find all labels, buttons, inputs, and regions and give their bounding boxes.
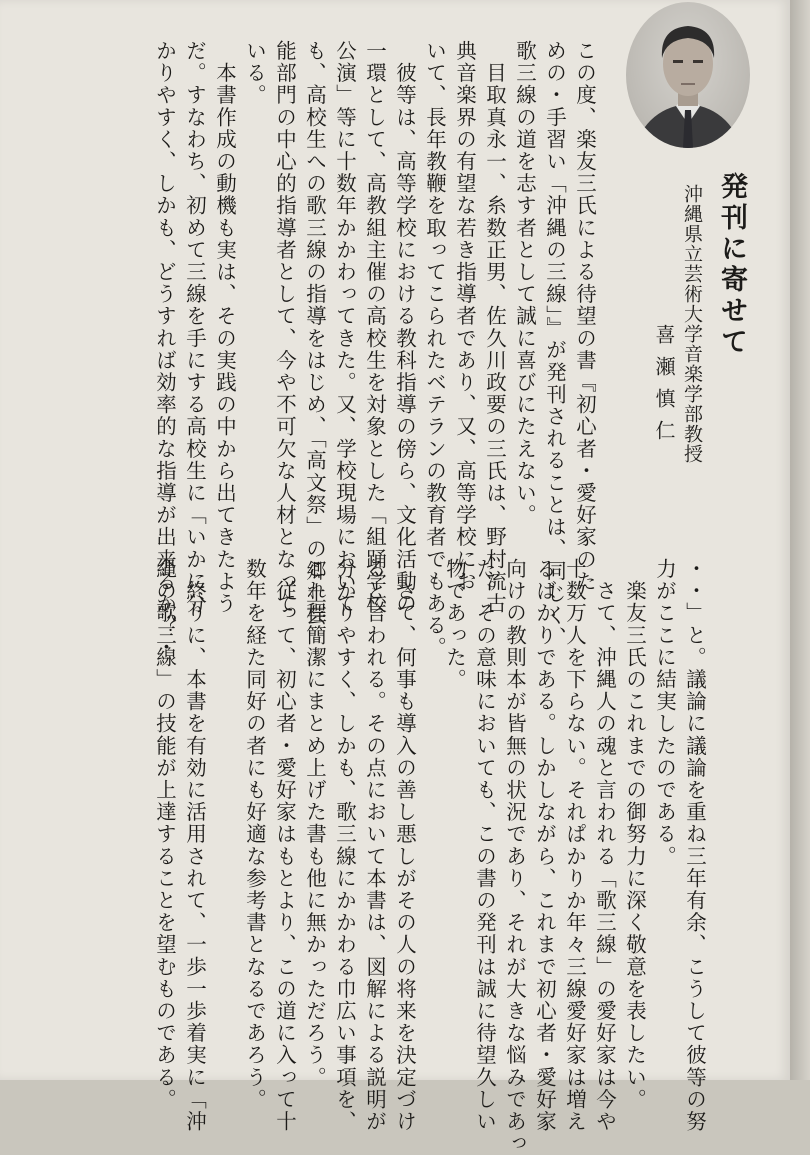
upper-line-4: 目取真永一、糸数正男、佐久川政要の三氏は、野村流古 (482, 40, 507, 615)
lower-line-14: 従って、初心者・愛好家はもとより、この道に入って十 (272, 558, 297, 1133)
lower-line-10: さて、何事も導入の善し悪しがその人の将来を決定づけ (392, 558, 417, 1133)
lower-line-9: 物であった。 (442, 558, 467, 691)
lower-line-6: るばかりである。しかしながら、これまで初心者・愛好家 (532, 558, 557, 1133)
lower-line-16: 終りに、本書を有効に活用されて、一歩一歩着実に「沖 (182, 558, 207, 1133)
lower-line-13: これ程簡潔にまとめ上げた書も他に無かっただろう。 (302, 558, 327, 1089)
upper-line-9: 公演」等に十数年かかわってきた。又、学校現場において (332, 40, 357, 615)
page-edge (790, 0, 810, 1080)
lower-line-1: ・・」と。議論に議論を重ね三年有余、こうして彼等の努 (682, 558, 707, 1133)
upper-line-12: いる。 (242, 40, 267, 107)
upper-line-6: いて、長年教鞭を取ってこられたベテランの教育者でもある。 (422, 40, 447, 659)
upper-line-15: かりやすく、しかも、どうすれば効率的な指導が出来るか？・ (152, 40, 177, 659)
upper-line-8: 一環として、高教組主催の高校生を対象とした「組踊学校 (362, 40, 387, 615)
author-affiliation: 沖縄県立芸術大学音楽学部教授 (681, 184, 703, 464)
lower-line-7: 向けの教則本が皆無の状況であり、それが大きな悩みであっ (502, 558, 527, 1155)
lower-line-2: 力がここに結実したのである。 (652, 558, 677, 868)
upper-line-3: 歌三線の道を志す者として誠に喜びにたえない。 (512, 40, 537, 527)
lower-line-3: 楽友三氏のこれまでの御努力に深く敬意を表したい。 (622, 558, 647, 1111)
lower-line-4: さて、沖縄人の魂と言われる「歌三線」の愛好家は今や (592, 558, 617, 1133)
lower-line-5: 十数万人を下らない。それぱかりか年々三線愛好家は増え (562, 558, 587, 1133)
upper-line-1: この度、楽友三氏による待望の書『初心者・愛好家のた (572, 40, 597, 593)
upper-line-13: 本書作成の動機も実は、その実践の中から出てきたよう (212, 40, 237, 615)
upper-line-10: も、高校生への歌三線の指導をはじめ、「高文祭」の郷土芸 (302, 40, 327, 627)
article-heading: 発刊に寄せて (716, 172, 747, 358)
author-portrait (626, 2, 750, 148)
lower-line-12: 分かりやすく、しかも、歌三線にかかわる巾広い事項を、 (332, 558, 357, 1133)
upper-line-2: めの・手習い「沖縄の三線」』が発刊されることは、同じく、 (542, 40, 567, 649)
upper-line-7: 彼等は、高等学校における教科指導の傍ら、文化活動の (392, 40, 417, 615)
lower-line-15: 数年を経た同好の者にも好適な参考書となるであろう。 (242, 558, 267, 1111)
lower-line-17: 縄の歌三線」の技能が上達することを望むものである。 (152, 558, 177, 1111)
upper-line-14: だ。すなわち、初めて三線を手にする高校生に「いかに分 (182, 40, 207, 615)
upper-line-5: 典音楽界の有望な若き指導者であり、又、高等学校にお (452, 40, 477, 593)
author-name: 喜瀬慎仁 (652, 324, 676, 452)
upper-line-11: 能部門の中心的指導者として、今や不可欠な人材となって (272, 40, 297, 615)
lower-line-11: ると言われる。その点において本書は、図解による説明が (362, 558, 387, 1133)
lower-line-8: た。その意味においても、この書の発刊は誠に待望久しい (472, 558, 497, 1133)
